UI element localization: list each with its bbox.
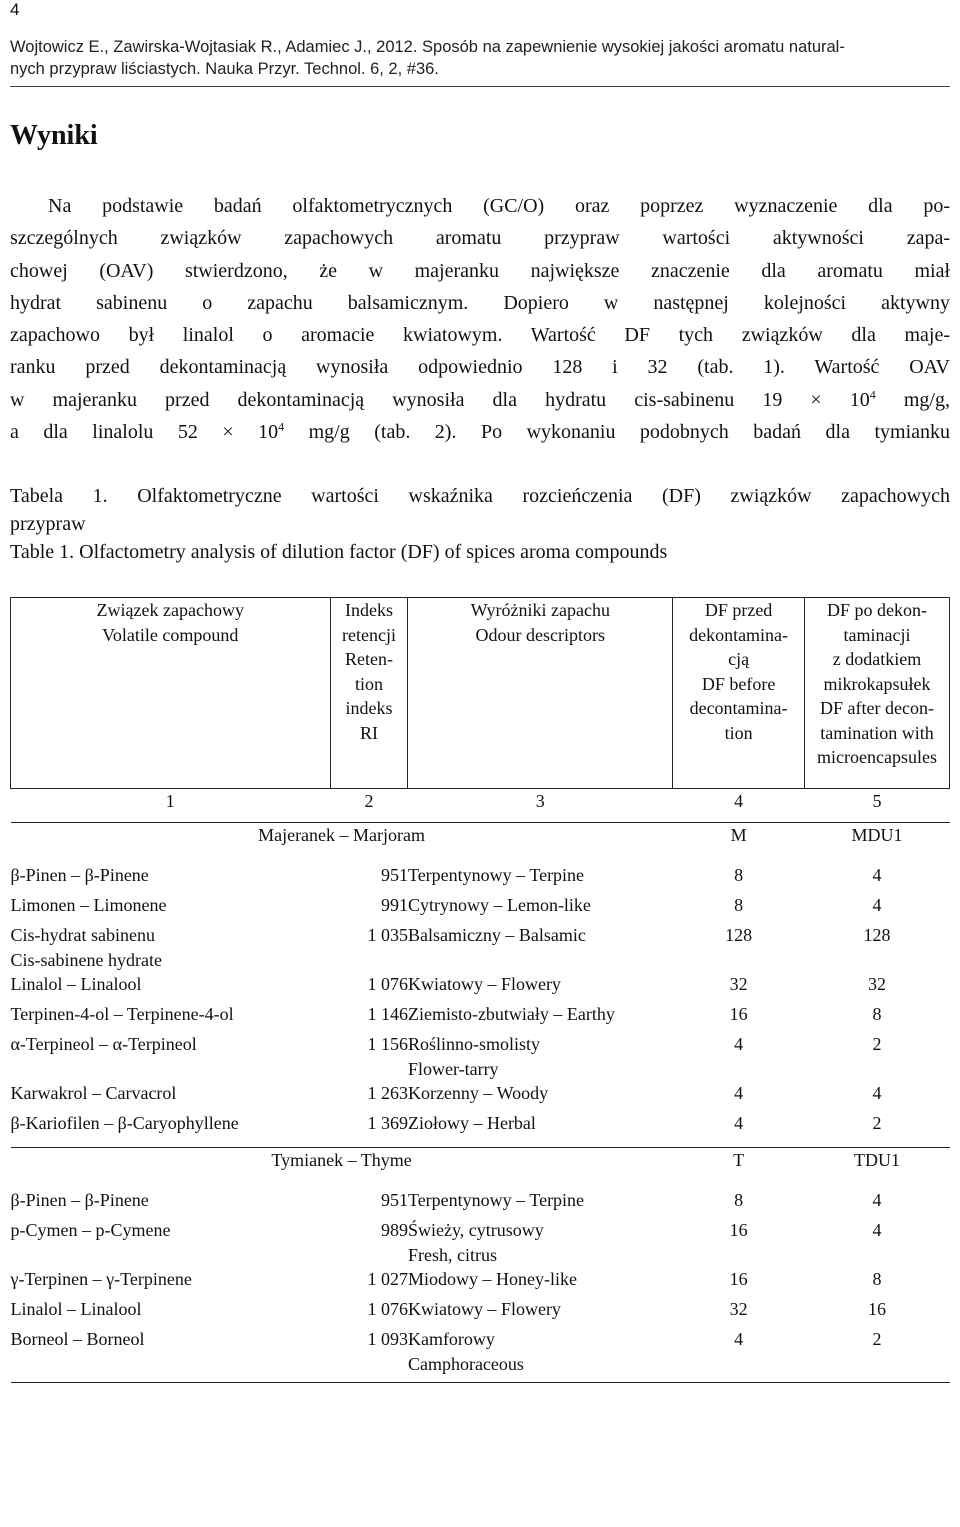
cell-line: Ziemisto-zbutwiały – Earthy bbox=[407, 1004, 615, 1024]
table-row bbox=[11, 1297, 950, 1327]
df-before-cell: 16 bbox=[729, 1004, 748, 1024]
df-after-cell: 4 bbox=[872, 1190, 882, 1210]
header-cell bbox=[408, 598, 673, 789]
compound-cell bbox=[11, 893, 331, 923]
header-cell bbox=[11, 598, 331, 789]
cell-line: Cytrynowy – Lemon-like bbox=[407, 895, 591, 915]
cell-line: Korzenny – Woody bbox=[407, 1083, 549, 1103]
text-run: w majeranku przed dekontaminacją wynosiła dla hydratu cis-sabinenu 19 × 10 bbox=[10, 388, 870, 411]
paragraph-line: hydrat sabinenu o zapachu balsamicznym. Dopiero w następnej kolejności aktywny bbox=[10, 291, 950, 314]
compound-cell bbox=[11, 923, 331, 972]
cell-line: Indeks bbox=[344, 600, 393, 620]
cell-line: Limonen – Limonene bbox=[10, 895, 167, 915]
header-cell bbox=[805, 598, 950, 789]
ri-cell: 1 369 bbox=[330, 1111, 408, 1148]
section-heading: Wyniki bbox=[10, 120, 98, 151]
table-row bbox=[11, 923, 950, 972]
section-code: TDU1 bbox=[805, 1148, 950, 1189]
table-row bbox=[11, 1218, 950, 1267]
column-number: 5 bbox=[805, 789, 950, 823]
df-after-cell: 128 bbox=[863, 925, 891, 945]
odour-cell bbox=[408, 1267, 673, 1297]
text-run: a dla linalolu 52 × 10 bbox=[10, 421, 279, 444]
page-number: 4 bbox=[10, 0, 20, 19]
df-after-cell: 2 bbox=[805, 1327, 950, 1383]
compound-cell bbox=[11, 863, 331, 893]
ri-cell: 991 bbox=[380, 895, 408, 915]
odour-cell bbox=[408, 863, 673, 893]
table-row bbox=[11, 893, 950, 923]
odour-cell bbox=[408, 1032, 673, 1081]
results-table bbox=[10, 597, 950, 1383]
df-after-cell: 4 bbox=[872, 1220, 882, 1240]
cell-line: Cis-hydrat sabinenu bbox=[10, 925, 155, 945]
df-after-cell: 8 bbox=[872, 1269, 882, 1289]
citation-line: Wojtowicz E., Zawirska-Wojtasiak R., Adamiec J., 2012. Sposób na zapewnienie wysokiej jakości aromatu natural- bbox=[10, 38, 845, 56]
cell-line: dekontamina- bbox=[689, 624, 789, 645]
cell-line: decontamina- bbox=[689, 698, 788, 718]
header-cell bbox=[330, 598, 408, 789]
compound-cell bbox=[11, 1267, 331, 1297]
section-name: Majeranek – Marjoram bbox=[258, 825, 426, 845]
df-before-cell: 4 bbox=[734, 1034, 744, 1054]
caption-en: Table 1. Olfactometry analysis of dilution factor (DF) of spices aroma compounds bbox=[10, 541, 668, 563]
df-before-cell: 8 bbox=[734, 865, 744, 885]
cell-line: Karwakrol – Carvacrol bbox=[10, 1083, 177, 1103]
cell-line: microencapsules bbox=[817, 747, 937, 767]
df-after-cell: 4 bbox=[872, 895, 882, 915]
cell-line: Kwiatowy – Flowery bbox=[407, 1299, 561, 1319]
column-number: 1 bbox=[11, 789, 331, 823]
text-run: mg/g (tab. 2). Po wykonaniu podobnych badań dla tymianku bbox=[284, 421, 950, 444]
ri-cell: 1 093 bbox=[330, 1327, 408, 1383]
table-row bbox=[11, 1032, 950, 1081]
citation bbox=[10, 36, 950, 80]
df-before-cell: 32 bbox=[729, 974, 748, 994]
compound-cell bbox=[11, 1297, 331, 1327]
cell-line: cją bbox=[728, 649, 750, 669]
column-number: 3 bbox=[408, 789, 673, 823]
cell-line: Związek zapachowy bbox=[96, 600, 244, 620]
section-code: M bbox=[730, 825, 747, 845]
header-cell bbox=[673, 598, 805, 789]
table-row bbox=[11, 1267, 950, 1297]
df-after-cell: 32 bbox=[868, 974, 887, 994]
results-paragraph bbox=[10, 190, 950, 448]
cell-line: Terpinen-4-ol – Terpinene-4-ol bbox=[10, 1004, 234, 1024]
cell-line: p-Cymen – p-Cymene bbox=[10, 1220, 171, 1240]
cell-line: α-Terpineol – α-Terpineol bbox=[10, 1034, 197, 1054]
paragraph-line: chowej (OAV) stwierdzono, że w majeranku największe znaczenie dla aromatu miał bbox=[10, 259, 950, 282]
section-code: T bbox=[673, 1148, 805, 1189]
ri-cell: 1 076 bbox=[367, 1299, 408, 1319]
df-after-cell: 2 bbox=[805, 1111, 950, 1148]
cell-line: retencji bbox=[342, 624, 396, 645]
ri-cell: 1 027 bbox=[367, 1269, 408, 1289]
odour-cell bbox=[408, 1081, 673, 1111]
ri-cell: 1 076 bbox=[367, 974, 408, 994]
paragraph-line: Na podstawie badań olfaktometrycznych (GC/O) oraz poprzez wyznaczenie dla po- bbox=[48, 195, 950, 217]
cell-line: taminacji bbox=[843, 624, 911, 645]
odour-cell bbox=[408, 1297, 673, 1327]
column-number-row bbox=[11, 789, 950, 823]
odour-cell bbox=[408, 1327, 673, 1383]
table-row bbox=[11, 1188, 950, 1218]
header-rule bbox=[10, 86, 950, 87]
paragraph-line bbox=[10, 416, 950, 448]
table-row bbox=[11, 863, 950, 893]
cell-line: Camphoraceous bbox=[407, 1353, 524, 1374]
table-header-row bbox=[11, 598, 950, 789]
table-row bbox=[11, 1081, 950, 1111]
cell-line: Kwiatowy – Flowery bbox=[407, 974, 561, 994]
cell-line: z dodatkiem bbox=[832, 649, 922, 669]
df-after-cell: 16 bbox=[868, 1299, 887, 1319]
df-before-cell: 16 bbox=[729, 1269, 748, 1289]
table-row bbox=[11, 972, 950, 1002]
cell-line: DF before bbox=[701, 673, 776, 694]
cell-line: Linalol – Linalool bbox=[10, 974, 142, 994]
ri-cell: 1 263 bbox=[367, 1083, 408, 1103]
superscript: 4 bbox=[278, 419, 285, 434]
table-caption bbox=[10, 482, 950, 566]
paragraph-line bbox=[10, 384, 950, 416]
df-before-cell: 4 bbox=[673, 1327, 805, 1383]
odour-cell bbox=[408, 972, 673, 1002]
cell-line: DF po dekon- bbox=[827, 600, 928, 620]
ri-cell: 951 bbox=[380, 1190, 408, 1210]
cell-line: Odour descriptors bbox=[475, 624, 606, 645]
df-after-cell: 4 bbox=[872, 1083, 882, 1103]
odour-cell bbox=[408, 1188, 673, 1218]
cell-line: Roślinno-smolisty bbox=[407, 1034, 540, 1054]
df-before-cell: 16 bbox=[729, 1220, 748, 1240]
text-run: mg/g, bbox=[875, 388, 950, 411]
column-number: 2 bbox=[330, 789, 408, 823]
superscript: 4 bbox=[869, 387, 876, 402]
cell-line: Miodowy – Honey-like bbox=[407, 1269, 577, 1289]
compound-cell bbox=[11, 1218, 331, 1267]
cell-line: Linalol – Linalool bbox=[10, 1299, 142, 1319]
cell-line: Balsamiczny – Balsamic bbox=[407, 925, 586, 945]
cell-line: DF przed bbox=[704, 600, 773, 620]
cell-line: Volatile compound bbox=[102, 624, 239, 645]
df-after-cell: 2 bbox=[872, 1034, 882, 1054]
df-after-cell: 8 bbox=[872, 1004, 882, 1024]
paragraph-line: ranku przed dekontaminacją wynosiła odpowiednio 128 i 32 (tab. 1). Wartość OAV bbox=[10, 356, 950, 379]
cell-line: Terpentynowy – Terpine bbox=[407, 865, 585, 885]
cell-line: Wyróżniki zapachu bbox=[470, 600, 610, 620]
df-before-cell: 4 bbox=[734, 1083, 744, 1103]
odour-cell bbox=[408, 923, 673, 972]
odour-cell bbox=[408, 893, 673, 923]
cell-line: DF after decon- bbox=[820, 698, 934, 718]
column-number: 4 bbox=[673, 789, 805, 823]
df-before-cell: 32 bbox=[729, 1299, 748, 1319]
caption-pl-line: przypraw bbox=[10, 513, 86, 535]
compound-cell bbox=[11, 1002, 331, 1032]
section-code: MDU1 bbox=[851, 825, 903, 845]
table-row bbox=[11, 1002, 950, 1032]
caption-pl-line: Tabela 1. Olfaktometryczne wartości wskaźnika rozcieńczenia (DF) związków zapachowych bbox=[10, 485, 950, 507]
cell-line: Terpentynowy – Terpine bbox=[407, 1190, 585, 1210]
paragraph-line: zapachowo był linalol o aromacie kwiatowym. Wartość DF tych związków dla maje- bbox=[10, 324, 950, 347]
ri-cell: 951 bbox=[380, 865, 408, 885]
cell-line: β-Pinen – β-Pinene bbox=[10, 1190, 149, 1210]
ri-cell: 1 156 bbox=[367, 1034, 408, 1054]
df-after-cell: 4 bbox=[872, 865, 882, 885]
cell-line: Flower-tarry bbox=[407, 1058, 499, 1079]
ri-cell: 1 146 bbox=[367, 1004, 408, 1024]
cell-line: indeks bbox=[345, 698, 393, 718]
cell-line: Fresh, citrus bbox=[407, 1244, 497, 1265]
section-name: Tymianek – Thyme bbox=[11, 1148, 673, 1189]
ri-cell: 1 035 bbox=[367, 925, 408, 945]
cell-line: Ziołowy – Herbal bbox=[407, 1113, 536, 1133]
paragraph-line: szczególnych związków zapachowych aromatu przypraw wartości aktywności zapa- bbox=[10, 227, 950, 250]
cell-line: Borneol – Borneol bbox=[10, 1329, 145, 1349]
compound-cell bbox=[11, 1032, 331, 1081]
table-row bbox=[11, 1327, 950, 1383]
compound-cell bbox=[11, 1327, 331, 1383]
cell-line: tamination with bbox=[820, 722, 934, 743]
table-row bbox=[11, 1111, 950, 1148]
cell-line: γ-Terpinen – γ-Terpinene bbox=[10, 1269, 192, 1289]
df-before-cell: 8 bbox=[734, 895, 744, 915]
compound-cell bbox=[11, 1111, 331, 1148]
cell-line: Kamforowy bbox=[407, 1329, 495, 1349]
cell-line: tion bbox=[354, 673, 383, 694]
cell-line: mikrokapsułek bbox=[823, 673, 931, 694]
df-before-cell: 4 bbox=[673, 1111, 805, 1148]
cell-line: β-Pinen – β-Pinene bbox=[10, 865, 149, 885]
ri-cell: 989 bbox=[380, 1220, 408, 1240]
cell-line: Cis-sabinene hydrate bbox=[10, 949, 162, 970]
compound-cell bbox=[11, 972, 331, 1002]
citation-line: nych przypraw liściastych. Nauka Przyr. Technol. 6, 2, #36. bbox=[10, 60, 439, 78]
odour-cell bbox=[408, 1111, 673, 1148]
section-row bbox=[11, 1148, 950, 1189]
cell-line: β-Kariofilen – β-Caryophyllene bbox=[10, 1113, 239, 1133]
odour-cell bbox=[408, 1002, 673, 1032]
cell-line: RI bbox=[359, 722, 378, 743]
odour-cell bbox=[408, 1218, 673, 1267]
section-row bbox=[11, 823, 950, 864]
df-before-cell: 128 bbox=[725, 925, 753, 945]
compound-cell bbox=[11, 1188, 331, 1218]
cell-line: Reten- bbox=[344, 649, 393, 669]
cell-line: tion bbox=[724, 722, 753, 743]
cell-line: Świeży, cytrusowy bbox=[407, 1220, 544, 1240]
df-before-cell: 8 bbox=[734, 1190, 744, 1210]
compound-cell bbox=[11, 1081, 331, 1111]
